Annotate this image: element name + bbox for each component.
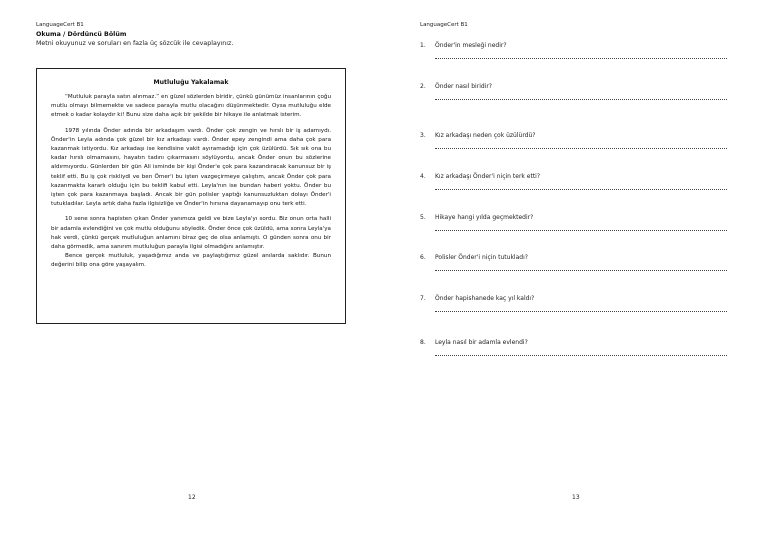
- question-number: 5.: [420, 214, 426, 221]
- question-item: [420, 214, 730, 231]
- right-page: [384, 0, 768, 543]
- question-item: [420, 132, 730, 149]
- story-paragraph: 10 sene sonra hapisten çıkan Önder yanımıza geldi ve bize Leyla'yı sordu. Biz onun orta halli bir adamla evlendiğini ve çok mutlu olduğunu söyledik. Önder önce çok üzüldü, ama sonra Leyla'ya hak verdi, çünkü gerçek mutluluğun anlamını biraz geç de olsa anlamıştı. O günden sonra onu bir daha görmedik, ama sanırım mutluluğun parayla ilgisi olmadığını anlamıştır.: [51, 216, 331, 251]
- question-text: Leyla nasıl bir adamla evlendi?: [435, 339, 528, 346]
- reading-text-box: [36, 68, 346, 324]
- story-paragraph: Bence gerçek mutluluk, yaşadığımız anda ve paylaştığımız güzel anılarda saklıdır. Bunun değerini bilip ona göre yaşayalım.: [51, 253, 331, 269]
- question-number: 1.: [420, 42, 426, 49]
- story-paragraph: “Mutluluk parayla satın alınmaz.” en güzel sözlerden biridir, çünkü günümüz insanlarının çoğu mutlu olmayı bilmemekte ve sadece parayla mutlu olacağını düşünmektedir. Oysa mutluluğu elde etmek o kadar kolaydır ki! Bunu size daha açık bir şekilde bir hikaye ile anlatmak isterim.: [51, 94, 331, 119]
- question-number: 4.: [420, 173, 426, 180]
- answer-line[interactable]: [435, 311, 727, 312]
- question-text: Kız arkadaşı neden çok üzülürdü?: [435, 132, 536, 139]
- section-title: Okuma / Dördüncü Bölüm: [36, 31, 127, 38]
- question-number: 2.: [420, 83, 426, 90]
- question-number: 7.: [420, 295, 426, 302]
- question-text: Hikaye hangi yılda geçmektedir?: [435, 214, 534, 221]
- answer-line[interactable]: [435, 58, 727, 59]
- page-number: 13: [572, 494, 580, 501]
- question-item: [420, 42, 730, 59]
- answer-line[interactable]: [435, 189, 727, 190]
- question-text: Önder'in mesleği nedir?: [435, 42, 507, 49]
- question-item: [420, 295, 730, 312]
- answer-line[interactable]: [435, 148, 727, 149]
- question-item: [420, 254, 730, 271]
- question-text: Polisler Önder'i niçin tutukladı?: [435, 254, 528, 261]
- story-title: Mutluluğu Yakalamak: [153, 79, 229, 86]
- answer-line[interactable]: [435, 99, 727, 100]
- question-text: Önder nasıl biridir?: [435, 83, 492, 90]
- answer-line[interactable]: [435, 230, 727, 231]
- story-paragraph: 1978 yılında Önder adında bir arkadaşım vardı. Önder çok zengin ve hırslı bir iş adamıydı. Önder'in Leyla adında çok güzel bir kız arkadaşı vardı. Önder epey zengindi ama daha çok para kazanmak istiyordu. Kız arkadaşı ise kendisine vakit ayıramadığı için çok üzülürdü. Sık sık ona bu kadar hırslı olmamasını, hayatın tadını çıkarmasını söylüyordu, ancak Önder onun bu sözlerine aldırmıyordu. Günlerden bir gün Ali isminde bir kişi Önder'e çok para kazandıracak kanunsuz bir iş teklif etti. Bu iş çok riskliydi ve ben Ömer'i bu işten vazgeçirmeye çalıştım, ancak Önder çok para kazanmakta kararlı olduğu için bu teklifi kabul etti. Leyla'nın ise bundan haberi yoktu. Önder bu işten çok para kazanmaya başladı. Ancak bir gün polisler yaptığı kanunsuzluktan dolayı Önder'i tutukladılar. Leyla artık daha fazla ilgisizliğe ve Önder'in hırsına dayanamayıp onu terk etti.: [51, 127, 331, 208]
- instructions: Metni okuyunuz ve soruları en fazla üç sözcük ile cevaplayınız.: [36, 40, 234, 47]
- question-item: [420, 83, 730, 100]
- question-item: [420, 173, 730, 190]
- page-header: LanguageCert B1: [420, 22, 468, 28]
- answer-line[interactable]: [435, 270, 727, 271]
- question-item: [420, 339, 730, 356]
- answer-line[interactable]: [435, 355, 727, 356]
- page-number: 12: [188, 494, 196, 501]
- question-number: 6.: [420, 254, 426, 261]
- question-text: Önder hapishanede kaç yıl kaldı?: [435, 295, 535, 302]
- question-number: 3.: [420, 132, 426, 139]
- question-number: 8.: [420, 339, 426, 346]
- question-text: Kız arkadaşı Önder'i niçin terk etti?: [435, 173, 541, 180]
- page-header: LanguageCert B1: [36, 22, 84, 28]
